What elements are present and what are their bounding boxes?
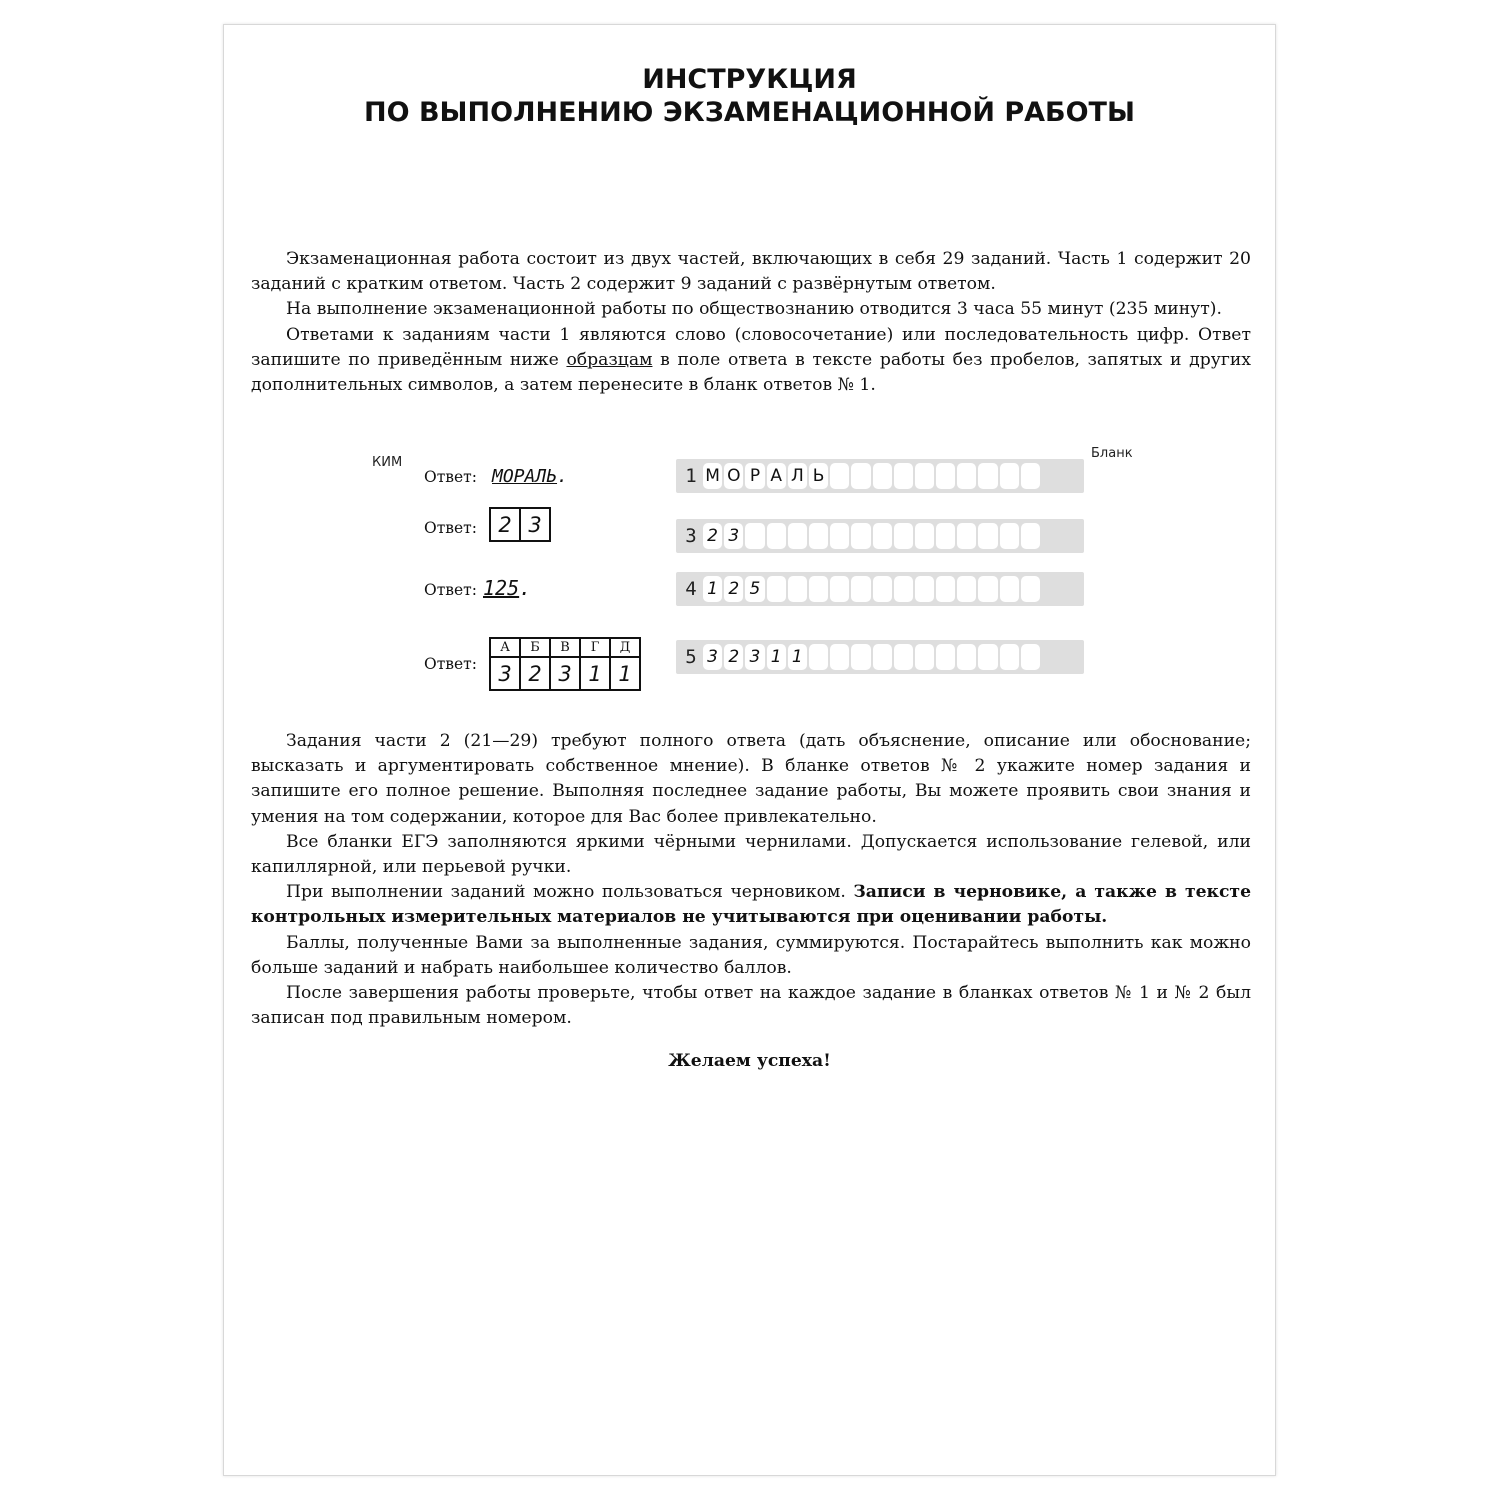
strip-cell xyxy=(1021,644,1040,670)
answer-label-4: Ответ: xyxy=(424,655,477,673)
answer-box: 3 xyxy=(550,657,580,690)
intro-paragraph-1: Экзаменационная работа состоит из двух частей, включающих в себя 29 заданий. Часть 1 содержит 20 заданий с кратким ответом. Часть 2 содержит 9 заданий с развёрнутым ответом. xyxy=(251,249,1251,295)
strip-cell xyxy=(788,523,807,549)
strip-cell xyxy=(957,576,976,602)
answer-value-1 xyxy=(492,466,568,487)
strip-cell xyxy=(873,576,892,602)
strip-cell xyxy=(1021,463,1040,489)
strip-cell xyxy=(957,644,976,670)
strip-cell xyxy=(873,644,892,670)
table-header-cell: Г xyxy=(580,638,610,657)
strip-cell xyxy=(809,644,828,670)
strip-number-5: 5 xyxy=(685,646,697,668)
answer-number: 125 xyxy=(483,576,520,600)
answer-box: 2 xyxy=(520,657,550,690)
strip-cell xyxy=(830,576,849,602)
strip-cell: 2 xyxy=(703,523,722,549)
strip-number-3: 3 xyxy=(685,525,697,547)
strip-cell xyxy=(851,576,870,602)
answer-box: 3 xyxy=(490,657,520,690)
blank-label: Бланк xyxy=(1091,446,1133,461)
strip-cells xyxy=(703,576,1040,602)
answer-box: 3 xyxy=(520,508,550,541)
answer-dot-3: . xyxy=(519,576,532,600)
samples-word: образцам xyxy=(566,349,653,370)
strip-cell: 1 xyxy=(703,576,722,602)
strip-cell: 3 xyxy=(724,523,743,549)
strip-cell: О xyxy=(724,463,743,489)
part2-paragraph-3 xyxy=(251,880,1251,930)
strip-cell xyxy=(851,463,870,489)
intro-paragraph-3 xyxy=(251,323,1251,399)
strip-cell xyxy=(957,523,976,549)
document-page xyxy=(223,24,1276,1476)
strip-cell xyxy=(978,644,997,670)
strip-cell: 1 xyxy=(788,644,807,670)
strip-cell xyxy=(745,523,764,549)
strip-cell xyxy=(936,463,955,489)
strip-cell: 2 xyxy=(724,576,743,602)
table-header-cell: А xyxy=(490,638,520,657)
strip-cell xyxy=(957,463,976,489)
strip-cell xyxy=(894,644,913,670)
strip-cell xyxy=(978,576,997,602)
strip-cell: Ь xyxy=(809,463,828,489)
answer-label-2: Ответ: xyxy=(424,519,477,537)
part2-paragraph-4: Баллы, полученные Вами за выполненные задания, суммируются. Постарайтесь выполнить как можно больше заданий и набрать наибольшее количество баллов. xyxy=(251,932,1251,978)
answer-label-1: Ответ: xyxy=(424,468,477,486)
strip-cell xyxy=(915,463,934,489)
part2-paragraph-1: Задания части 2 (21—29) требуют полного ответа (дать объяснение, описание или обоснование; высказать и аргументировать собственное мнение). В бланке ответов № 2 укажите номер задания и запишите его полное решение. Выполняя последнее задание работы, Вы можете проявить свои знания и умения на том содержании, которое для Вас более привлекательно. xyxy=(251,731,1251,827)
part2-paragraph-2: Все бланки ЕГЭ заполняются яркими чёрными чернилами. Допускается использование гелевой, или капиллярной, или перьевой ручки. xyxy=(251,831,1251,878)
strip-cell xyxy=(830,644,849,670)
intro-p3-end: в поле ответа в тексте работы без пробелов, запятых и других дополнительных символов, а затем перенесите в бланк ответов № 1. xyxy=(251,349,1251,396)
strip-cell xyxy=(830,523,849,549)
title-line-2: ПО ВЫПОЛНЕНИЮ ЭКЗАМЕНАЦИОННОЙ РАБОТЫ xyxy=(364,97,1135,128)
strip-cell: М xyxy=(703,463,722,489)
answer-box: 1 xyxy=(610,657,640,690)
strip-cell: Р xyxy=(745,463,764,489)
blank-strip-1 xyxy=(676,459,1084,493)
strip-cell xyxy=(936,576,955,602)
strip-cell xyxy=(767,523,786,549)
strip-cells xyxy=(703,463,1040,489)
answer-box: 1 xyxy=(580,657,610,690)
strip-cell xyxy=(830,463,849,489)
strip-cell xyxy=(894,576,913,602)
strip-cell xyxy=(873,523,892,549)
answer-value-3 xyxy=(483,576,531,600)
strip-cells xyxy=(703,644,1040,670)
strip-cell: 1 xyxy=(767,644,786,670)
strip-cell xyxy=(936,644,955,670)
strip-cell: А xyxy=(767,463,786,489)
part2-paragraph-5: После завершения работы проверьте, чтобы ответ на каждое задание в бланках ответов № 1 и № 2 был записан под правильным номером. xyxy=(251,983,1251,1029)
strip-cell xyxy=(851,644,870,670)
answer-table-4 xyxy=(489,637,641,691)
strip-cell xyxy=(1021,576,1040,602)
strip-number-4: 4 xyxy=(685,578,697,600)
strip-cell xyxy=(894,463,913,489)
answer-dot-1: . xyxy=(557,466,568,487)
answer-boxes-2 xyxy=(489,507,551,542)
strip-cell xyxy=(809,576,828,602)
closing-wish: Желаем успеха! xyxy=(668,1051,831,1071)
strip-cell: 5 xyxy=(745,576,764,602)
blank-strip-4 xyxy=(676,572,1084,606)
strip-cell xyxy=(851,523,870,549)
strip-cell xyxy=(978,463,997,489)
strip-number-1: 1 xyxy=(685,465,697,487)
kim-label: КИМ xyxy=(372,455,403,470)
page-title xyxy=(224,63,1275,129)
strip-cell xyxy=(978,523,997,549)
table-header-cell: Д xyxy=(610,638,640,657)
part2-p3-bold: Записи в черновике, а также в тексте контрольных измерительных материалов не учитываются при оценивании работы. xyxy=(251,882,1251,928)
intro-p3-start: Ответами к заданиям части 1 являются слово (словосочетание) или последовательность цифр. Ответ запишите по приведённым ниже xyxy=(251,324,1251,370)
part2-section xyxy=(251,729,1251,1031)
part2-p3-start: При выполнении заданий можно пользоваться черновиком. xyxy=(286,882,854,903)
strip-cell xyxy=(915,644,934,670)
strip-cell xyxy=(873,463,892,489)
strip-cell xyxy=(915,576,934,602)
strip-cell xyxy=(1000,576,1019,602)
strip-cell xyxy=(767,576,786,602)
answer-box: 2 xyxy=(490,508,520,541)
title-line-1: ИНСТРУКЦИЯ xyxy=(642,64,857,95)
strip-cell: 3 xyxy=(703,644,722,670)
strip-cell: 2 xyxy=(724,644,743,670)
strip-cell xyxy=(936,523,955,549)
strip-cell: Л xyxy=(788,463,807,489)
blank-strip-5 xyxy=(676,640,1084,674)
intro-section xyxy=(251,247,1251,398)
strip-cell xyxy=(1000,523,1019,549)
strip-cell xyxy=(1000,463,1019,489)
strip-cell xyxy=(1021,523,1040,549)
blank-strip-3 xyxy=(676,519,1084,553)
strip-cell xyxy=(894,523,913,549)
answer-word: МОРАЛЬ xyxy=(492,466,558,487)
table-header-cell: Б xyxy=(520,638,550,657)
strip-cells xyxy=(703,523,1040,549)
strip-cell: 3 xyxy=(745,644,764,670)
answer-label-3: Ответ: xyxy=(424,581,477,599)
strip-cell xyxy=(1000,644,1019,670)
intro-paragraph-2: На выполнение экзаменационной работы по обществознанию отводится 3 часа 55 минут (235 минут). xyxy=(286,299,1222,320)
strip-cell xyxy=(915,523,934,549)
strip-cell xyxy=(809,523,828,549)
strip-cell xyxy=(788,576,807,602)
table-header-cell: В xyxy=(550,638,580,657)
